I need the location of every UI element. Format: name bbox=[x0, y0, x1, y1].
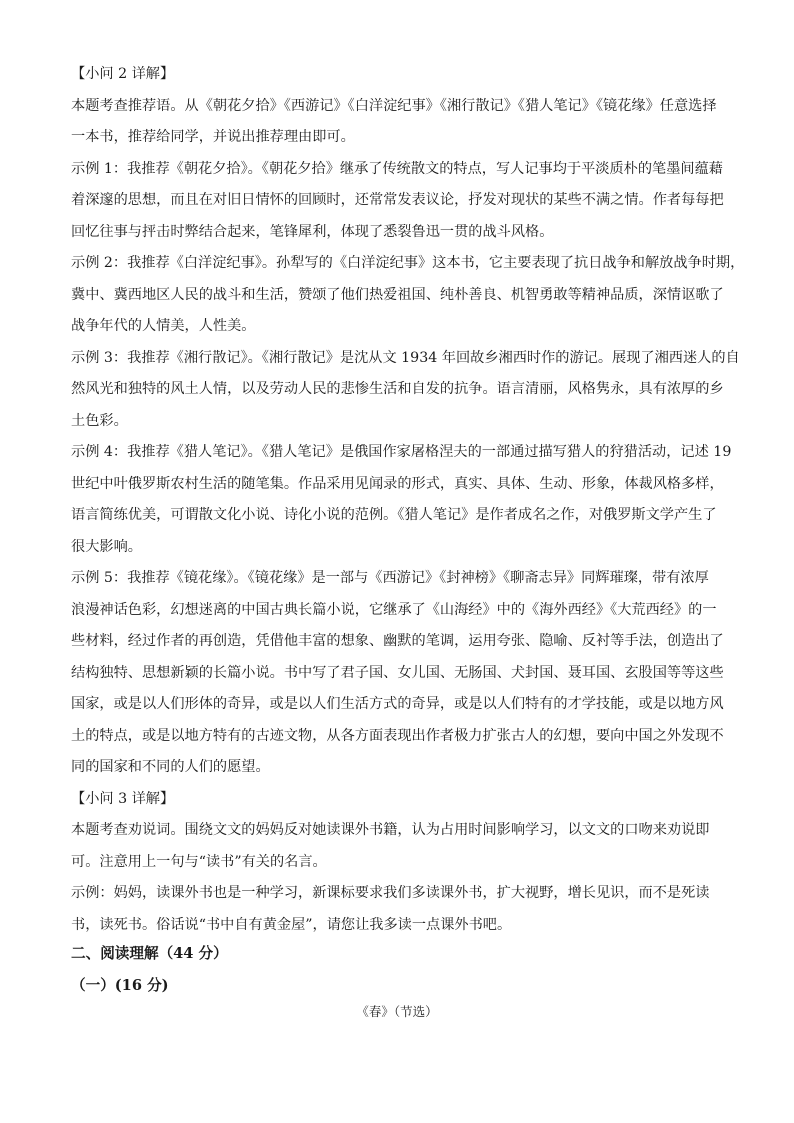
example-4-line: 示例 4：我推荐《猎人笔记》。《猎人笔记》是俄国作家屠格涅夫的一部通过描写猎人的狩猎活动，记述 19 bbox=[71, 444, 732, 460]
example-5-line: 同的国家和不同的人们的愿望。 bbox=[71, 759, 270, 775]
example-5-line: 示例 5：我推荐《镜花缘》。《镜花缘》是一部与《西游记》《封神榜》《聊斋志异》同辉璀璨，带有浓厚 bbox=[71, 570, 709, 586]
example-3-line: 示例 3：我推荐《湘行散记》。《湘行散记》是沈从文 1934 年回故乡湘西时作的游记。展现了湘西迷人的自 bbox=[71, 350, 740, 366]
q2-intro-line: 本题考查推荐语。从《朝花夕拾》《西游记》《白洋淀纪事》《湘行散记》《猎人笔记》《镜花缘》任意选择 bbox=[71, 98, 717, 114]
example-4-line: 世纪中叶俄罗斯农村生活的随笔集。作品采用见闻录的形式，真实、具体、生动、形象，体裁风格多样， bbox=[71, 476, 724, 492]
example-3-line: 土色彩。 bbox=[71, 413, 128, 429]
sub1-heading: （一）(16 分) bbox=[71, 977, 169, 994]
q3-intro-line: 本题考查劝说词。围绕文文的妈妈反对她读课外书籍，认为占用时间影响学习，以文文的口吻来劝说即 bbox=[71, 822, 710, 838]
q3-heading: 【小问 3 详解】 bbox=[71, 791, 175, 807]
example-5-line: 浪漫神话色彩，幻想迷离的中国古典长篇小说，它继承了《山海经》中的《海外西经》《大荒西经》的一 bbox=[71, 602, 717, 618]
q3-intro-line: 可。注意用上一句与“读书”有关的名言。 bbox=[71, 854, 327, 870]
example-2-line: 示例 2：我推荐《白洋淀纪事》。孙犁写的《白洋淀纪事》这本书，它主要表现了抗日战争和解放战争时期， bbox=[71, 255, 745, 271]
example-1-line: 着深邃的思想，而且在对旧日情怀的回顾时，还常常发表议论，抒发对现状的某些不满之情。作者每每把 bbox=[71, 192, 724, 208]
example-5-line: 国家，或是以人们形体的奇异，或是以人们生活方式的奇异，或是以人们特有的才学技能，或是以地方风 bbox=[71, 696, 724, 712]
example-5-line: 结构独特、思想新颖的长篇小说。书中写了君子国、女儿国、无肠国、犬封国、聂耳国、玄股国等等这些 bbox=[71, 665, 724, 681]
example-2-line: 冀中、冀西地区人民的战斗和生活，赞颂了他们热爱祖国、纯朴善良、机智勇敢等精神品质，深情讴歌了 bbox=[71, 287, 724, 303]
passage-title: 《春》（节选） bbox=[356, 1004, 438, 1019]
example-4-line: 很大影响。 bbox=[71, 539, 142, 555]
example-2-line: 战争年代的人情美，人性美。 bbox=[71, 318, 256, 334]
q2-heading: 【小问 2 详解】 bbox=[71, 66, 175, 82]
example-1-line: 回忆往事与抨击时弊结合起来，笔锋犀利，体现了悉裂鲁迅一贯的战斗风格。 bbox=[71, 224, 554, 240]
example-1-line: 示例 1：我推荐《朝花夕拾》。《朝花夕拾》继承了传统散文的特点，写人记事均于平淡质朴的笔墨间蕴藉 bbox=[71, 161, 723, 177]
q3-example-line: 示例：妈妈，读课外书也是一种学习，新课标要求我们多读课外书，扩大视野，增长见识，而不是死读 bbox=[71, 885, 710, 901]
example-5-line: 些材料，经过作者的再创造，凭借他丰富的想象、幽默的笔调，运用夸张、隐喻、反衬等手法，创造出了 bbox=[71, 633, 724, 649]
example-5-line: 土的特点，或是以地方特有的古迹文物，从各方面表现出作者极力扩张古人的幻想，要向中国之外发现不 bbox=[71, 728, 724, 744]
example-3-line: 然风光和独特的风土人情，以及劳动人民的悲惨生活和自发的抗争。语言清丽，风格隽永，具有浓厚的乡 bbox=[71, 381, 724, 397]
example-4-line: 语言简练优美，可谓散文化小说、诗化小说的范例。《猎人笔记》是作者成名之作，对俄罗斯文学产生了 bbox=[71, 507, 717, 523]
q3-example-line: 书，读死书。俗话说“书中自有黄金屋”，请您让我多读一点课外书吧。 bbox=[71, 917, 512, 933]
q2-intro-line: 一本书，推荐给同学，并说出推荐理由即可。 bbox=[71, 129, 355, 145]
part2-heading: 二、阅读理解（44 分） bbox=[71, 945, 228, 962]
